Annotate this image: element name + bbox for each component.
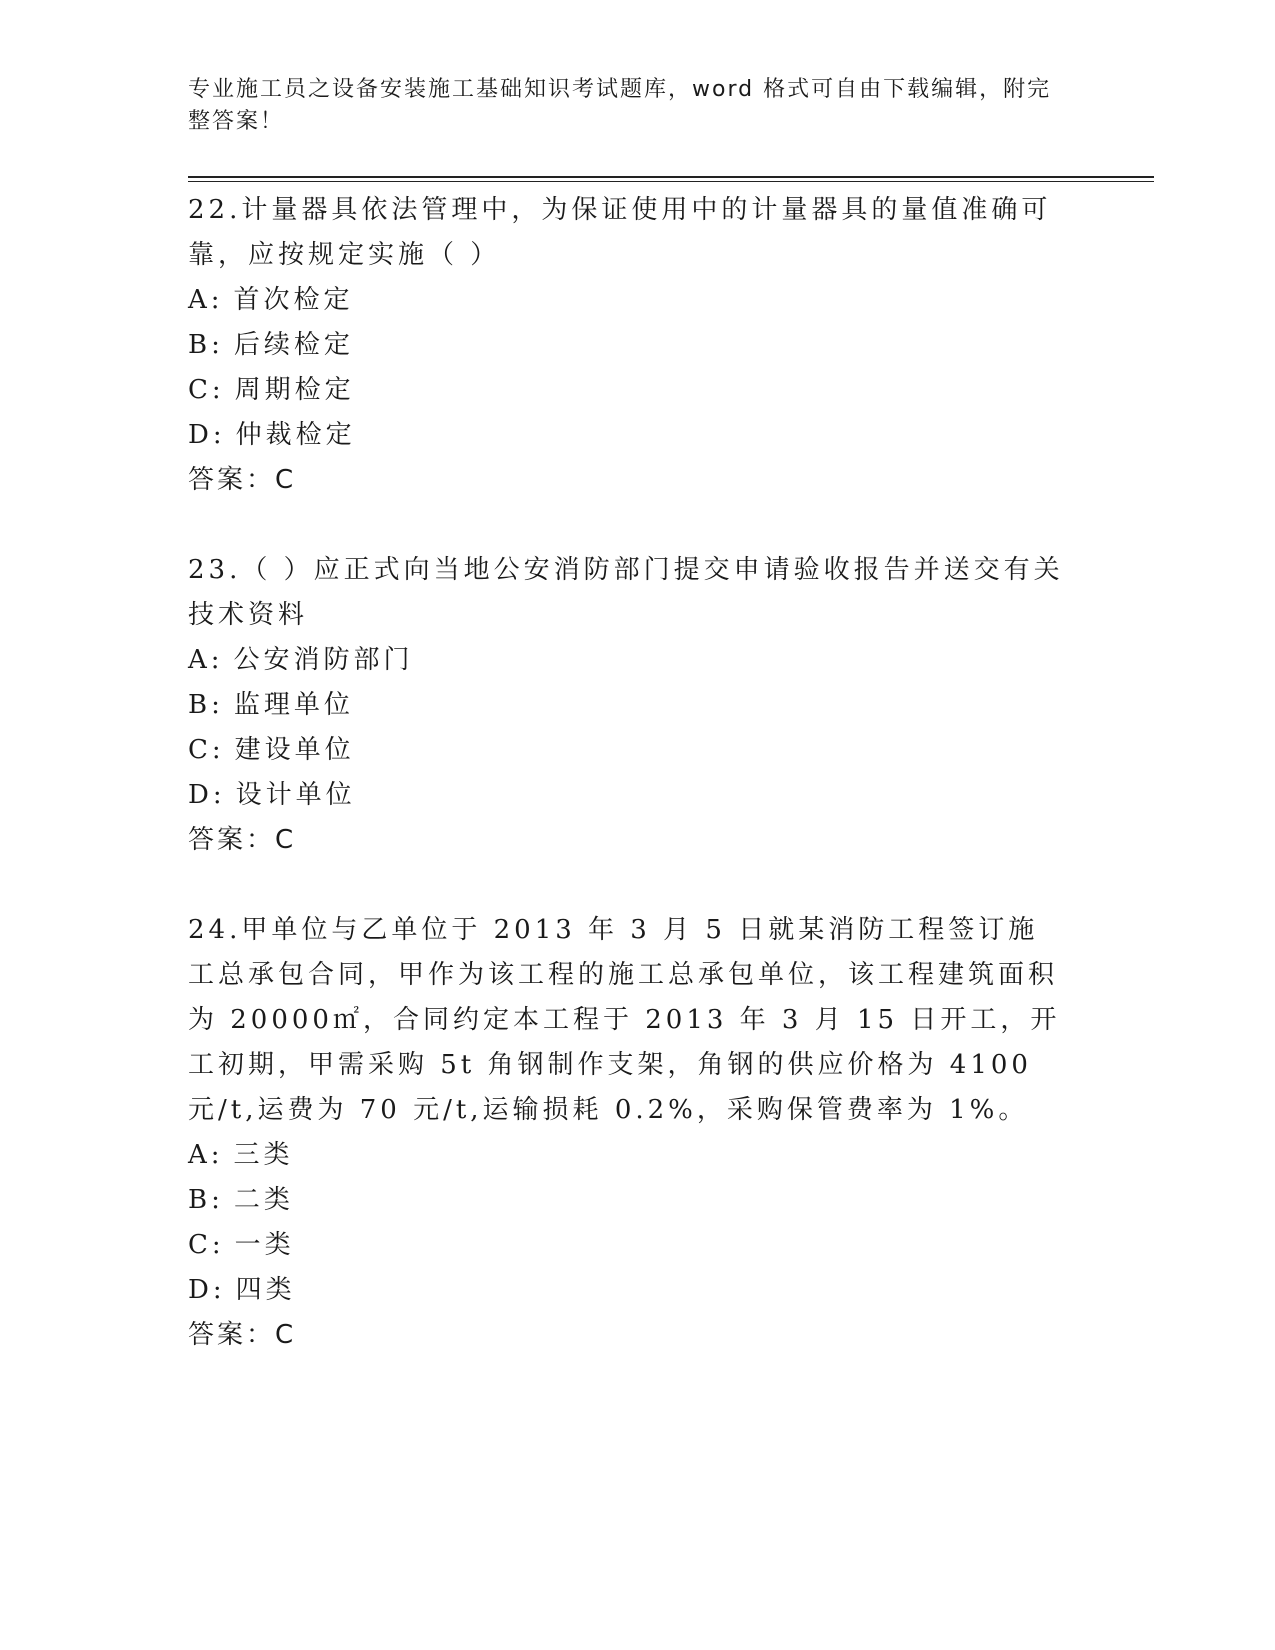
option-text: 三类 (233, 1140, 294, 1170)
answer: 答案：C (188, 825, 297, 855)
question-22 (188, 188, 1068, 503)
option-text: 后续检定 (233, 330, 354, 360)
option-a (188, 1133, 1068, 1178)
document-header: 专业施工员之设备安装施工基础知识考试题库，word 格式可自由下载编辑，附完整答案！ (188, 77, 1052, 134)
question-24 (188, 908, 1068, 1358)
option-label: A: (188, 645, 224, 675)
option-b (188, 1178, 1068, 1223)
answer: 答案：C (188, 1320, 297, 1350)
option-text: 四类 (235, 1275, 296, 1305)
option-text: 仲裁检定 (235, 420, 356, 450)
option-label: A: (188, 1140, 224, 1170)
option-text: 首次检定 (233, 285, 354, 315)
header-rule-thick (188, 176, 1154, 178)
option-text: 建设单位 (234, 735, 355, 765)
option-b (188, 323, 1068, 368)
spacer (188, 863, 1068, 908)
option-label: D: (188, 1275, 226, 1305)
option-text: 二类 (233, 1185, 294, 1215)
option-label: B: (188, 690, 224, 720)
option-a (188, 278, 1068, 323)
option-d (188, 413, 1068, 458)
option-c (188, 1223, 1068, 1268)
option-label: B: (188, 1185, 224, 1215)
option-c (188, 368, 1068, 413)
option-label: D: (188, 420, 226, 450)
option-a (188, 638, 1068, 683)
option-text: 公安消防部门 (233, 645, 414, 675)
option-d (188, 1268, 1068, 1313)
option-label: C: (188, 735, 225, 765)
question-text: 22.计量器具依法管理中，为保证使用中的计量器具的量值准确可靠，应按规定实施（ ） (188, 195, 1052, 270)
option-text: 监理单位 (233, 690, 354, 720)
option-b (188, 683, 1068, 728)
option-c (188, 728, 1068, 773)
option-label: C: (188, 1230, 225, 1260)
option-d (188, 773, 1068, 818)
question-text: 23.（ ）应正式向当地公安消防部门提交申请验收报告并送交有关技术资料 (188, 555, 1064, 630)
option-label: A: (188, 285, 224, 315)
option-text: 设计单位 (235, 780, 356, 810)
question-list (188, 188, 1068, 1358)
option-label: C: (188, 375, 225, 405)
option-label: D: (188, 780, 226, 810)
header-rule-thin (188, 181, 1154, 182)
spacer (188, 503, 1068, 548)
question-23 (188, 548, 1068, 863)
option-text: 一类 (234, 1230, 295, 1260)
option-text: 周期检定 (234, 375, 355, 405)
question-text: 24.甲单位与乙单位于 2013 年 3 月 5 日就某消防工程签订施工总承包合同，甲作为该工程的施工总承包单位，该工程建筑面积为 20000㎡，合同约定本工程于 2013 年 3 月 15 日开工，开工初期，甲需采购 5t 角钢制作支架，角钢的供应价格为 4100 元/t,运费为 70 元/t,运输损耗 0.2%，采购保管费率为 1%。 (188, 915, 1061, 1125)
option-label: B: (188, 330, 224, 360)
answer: 答案：C (188, 465, 297, 495)
